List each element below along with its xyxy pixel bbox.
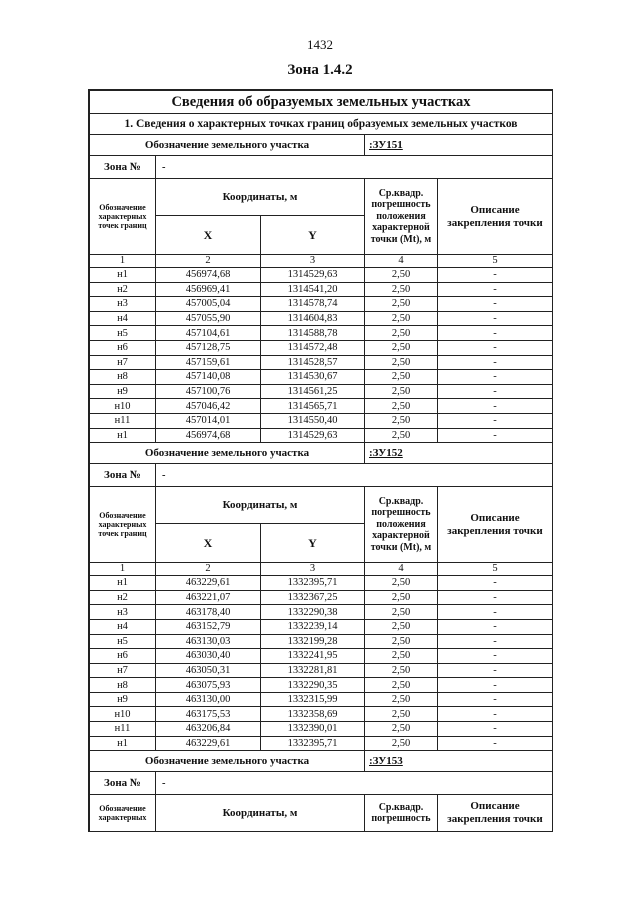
mean-error-header: Ср.квадр. погрешность	[365, 795, 438, 832]
x-coordinate-cell: 463221,07	[156, 590, 261, 605]
section-title: Сведения об образуемых земельных участках	[90, 91, 553, 114]
y-coordinate-cell: 1332367,25	[261, 590, 365, 605]
y-coordinate-cell: 1332315,99	[261, 692, 365, 707]
mean-error-header: Ср.квадр. погрешность положения характерной точки (Mt), м	[365, 179, 438, 255]
point-id-cell: н10	[90, 707, 156, 722]
mean-error-cell: 2,50	[365, 370, 438, 385]
x-coordinate-cell: 457014,01	[156, 413, 261, 428]
table-row	[90, 576, 553, 591]
description-cell: -	[438, 355, 553, 370]
description-cell: -	[438, 736, 553, 751]
page-number: 1432	[307, 37, 333, 52]
description-cell: -	[438, 370, 553, 385]
point-id-cell: н7	[90, 663, 156, 678]
description-cell: -	[438, 297, 553, 312]
table-row	[90, 311, 553, 326]
mean-error-cell: 2,50	[365, 649, 438, 664]
table-row	[90, 413, 553, 428]
x-coordinate-cell: 457005,04	[156, 297, 261, 312]
y-coordinate-cell: 1332239,14	[261, 619, 365, 634]
y-coordinate-cell: 1314578,74	[261, 297, 365, 312]
point-id-cell: н9	[90, 692, 156, 707]
description-cell: -	[438, 590, 553, 605]
y-coordinate-cell: 1332395,71	[261, 736, 365, 751]
mean-error-cell: 2,50	[365, 413, 438, 428]
description-cell: -	[438, 663, 553, 678]
description-cell: -	[438, 619, 553, 634]
parcel-designation-label: Обозначение земельного участка	[90, 751, 365, 772]
point-id-cell: н2	[90, 590, 156, 605]
zone-number-value: -	[156, 772, 553, 795]
description-cell: -	[438, 605, 553, 620]
point-id-cell: н8	[90, 370, 156, 385]
description-cell: -	[438, 692, 553, 707]
point-designation-header: Обозначение характерных	[90, 795, 156, 832]
column-number-row	[90, 563, 553, 576]
table-column-header-row	[90, 487, 553, 524]
table-row	[90, 634, 553, 649]
point-id-cell: н3	[90, 605, 156, 620]
table-row	[90, 340, 553, 355]
zone-number-row	[90, 772, 553, 795]
description-header: Описание закрепления точки	[438, 179, 553, 255]
x-header: X	[156, 216, 261, 255]
column-number-3: 3	[261, 563, 365, 576]
table-row	[90, 297, 553, 312]
parcel-designation-row	[90, 443, 553, 464]
table-row	[90, 399, 553, 414]
zone-title: Зона 1.4.2	[287, 62, 353, 78]
x-coordinate-cell: 463130,03	[156, 634, 261, 649]
table-row	[90, 268, 553, 283]
description-cell: -	[438, 340, 553, 355]
table-column-header-row	[90, 795, 553, 832]
x-coordinate-cell: 463075,93	[156, 678, 261, 693]
x-coordinate-cell: 463229,61	[156, 736, 261, 751]
mean-error-cell: 2,50	[365, 428, 438, 443]
table-row	[90, 707, 553, 722]
point-id-cell: н6	[90, 340, 156, 355]
table-row	[90, 736, 553, 751]
mean-error-cell: 2,50	[365, 399, 438, 414]
x-coordinate-cell: 457100,76	[156, 384, 261, 399]
column-number-row	[90, 255, 553, 268]
point-id-cell: н11	[90, 413, 156, 428]
description-cell: -	[438, 268, 553, 283]
column-number-5: 5	[438, 563, 553, 576]
table-row	[90, 692, 553, 707]
mean-error-cell: 2,50	[365, 326, 438, 341]
point-id-cell: н2	[90, 282, 156, 297]
y-coordinate-cell: 1332290,38	[261, 605, 365, 620]
column-number-2: 2	[156, 563, 261, 576]
parcel-designation-label: Обозначение земельного участка	[90, 135, 365, 156]
x-coordinate-cell: 456974,68	[156, 268, 261, 283]
description-cell: -	[438, 678, 553, 693]
description-cell: -	[438, 413, 553, 428]
coordinates-header: Координаты, м	[156, 179, 365, 216]
mean-error-cell: 2,50	[365, 736, 438, 751]
zone-number-label: Зона №	[90, 156, 156, 179]
table-row	[90, 282, 553, 297]
table-row	[90, 370, 553, 385]
description-cell: -	[438, 722, 553, 737]
point-designation-header: Обозначение характерных точек границ	[90, 179, 156, 255]
column-number-4: 4	[365, 255, 438, 268]
point-id-cell: н5	[90, 634, 156, 649]
description-cell: -	[438, 576, 553, 591]
x-coordinate-cell: 456969,41	[156, 282, 261, 297]
y-coordinate-cell: 1332290,35	[261, 678, 365, 693]
y-coordinate-cell: 1332390,01	[261, 722, 365, 737]
x-header: X	[156, 524, 261, 563]
x-coordinate-cell: 463130,00	[156, 692, 261, 707]
coordinates-header: Координаты, м	[156, 487, 365, 524]
point-id-cell: н8	[90, 678, 156, 693]
mean-error-header: Ср.квадр. погрешность положения характерной точки (Mt), м	[365, 487, 438, 563]
point-id-cell: н4	[90, 619, 156, 634]
y-coordinate-cell: 1314588,78	[261, 326, 365, 341]
mean-error-cell: 2,50	[365, 340, 438, 355]
point-id-cell: н7	[90, 355, 156, 370]
y-coordinate-cell: 1332241,95	[261, 649, 365, 664]
y-coordinate-cell: 1314530,67	[261, 370, 365, 385]
table-row	[90, 619, 553, 634]
table-row	[90, 649, 553, 664]
y-coordinate-cell: 1314541,20	[261, 282, 365, 297]
description-cell: -	[438, 282, 553, 297]
x-coordinate-cell: 457128,75	[156, 340, 261, 355]
x-coordinate-cell: 457055,90	[156, 311, 261, 326]
parcel-designation-row	[90, 135, 553, 156]
parcels-table-body	[90, 91, 553, 832]
y-coordinate-cell: 1332395,71	[261, 576, 365, 591]
point-id-cell: н10	[90, 399, 156, 414]
point-id-cell: н1	[90, 736, 156, 751]
point-id-cell: н6	[90, 649, 156, 664]
parcel-designation-value: :ЗУ152	[365, 443, 553, 464]
table-column-header-row	[90, 179, 553, 216]
table-row	[90, 590, 553, 605]
zone-number-value: -	[156, 156, 553, 179]
subsection-title: 1. Сведения о характерных точках границ образуемых земельных участков	[90, 114, 553, 135]
mean-error-cell: 2,50	[365, 707, 438, 722]
parcel-designation-row	[90, 751, 553, 772]
x-coordinate-cell: 457159,61	[156, 355, 261, 370]
parcels-document	[88, 89, 553, 832]
description-cell: -	[438, 634, 553, 649]
description-cell: -	[438, 326, 553, 341]
y-coordinate-cell: 1314550,40	[261, 413, 365, 428]
mean-error-cell: 2,50	[365, 282, 438, 297]
mean-error-cell: 2,50	[365, 268, 438, 283]
table-row	[90, 678, 553, 693]
column-number-4: 4	[365, 563, 438, 576]
zone-number-value: -	[156, 464, 553, 487]
column-number-3: 3	[261, 255, 365, 268]
mean-error-cell: 2,50	[365, 311, 438, 326]
y-coordinate-cell: 1314529,63	[261, 428, 365, 443]
y-header: Y	[261, 524, 365, 563]
mean-error-cell: 2,50	[365, 663, 438, 678]
y-coordinate-cell: 1314604,83	[261, 311, 365, 326]
zone-number-row	[90, 464, 553, 487]
table-row	[90, 428, 553, 443]
x-coordinate-cell: 463229,61	[156, 576, 261, 591]
description-header: Описание закрепления точки	[438, 795, 553, 832]
mean-error-cell: 2,50	[365, 590, 438, 605]
point-designation-header: Обозначение характерных точек границ	[90, 487, 156, 563]
y-coordinate-cell: 1332281,81	[261, 663, 365, 678]
x-coordinate-cell: 463178,40	[156, 605, 261, 620]
point-id-cell: н5	[90, 326, 156, 341]
description-cell: -	[438, 707, 553, 722]
point-id-cell: н3	[90, 297, 156, 312]
table-row	[90, 605, 553, 620]
table-row	[90, 326, 553, 341]
description-cell: -	[438, 384, 553, 399]
y-coordinate-cell: 1332199,28	[261, 634, 365, 649]
mean-error-cell: 2,50	[365, 576, 438, 591]
mean-error-cell: 2,50	[365, 678, 438, 693]
table-row	[90, 663, 553, 678]
point-id-cell: н11	[90, 722, 156, 737]
parcels-table	[89, 90, 553, 832]
parcel-designation-value: :ЗУ151	[365, 135, 553, 156]
x-coordinate-cell: 456974,68	[156, 428, 261, 443]
column-number-2: 2	[156, 255, 261, 268]
column-number-5: 5	[438, 255, 553, 268]
x-coordinate-cell: 463175,53	[156, 707, 261, 722]
description-cell: -	[438, 311, 553, 326]
zone-number-label: Зона №	[90, 464, 156, 487]
table-row	[90, 355, 553, 370]
y-header: Y	[261, 216, 365, 255]
mean-error-cell: 2,50	[365, 384, 438, 399]
point-id-cell: н4	[90, 311, 156, 326]
x-coordinate-cell: 457140,08	[156, 370, 261, 385]
x-coordinate-cell: 463206,84	[156, 722, 261, 737]
column-number-1: 1	[90, 563, 156, 576]
mean-error-cell: 2,50	[365, 619, 438, 634]
y-coordinate-cell: 1314572,48	[261, 340, 365, 355]
parcel-designation-label: Обозначение земельного участка	[90, 443, 365, 464]
mean-error-cell: 2,50	[365, 605, 438, 620]
point-id-cell: н1	[90, 268, 156, 283]
y-coordinate-cell: 1314565,71	[261, 399, 365, 414]
description-cell: -	[438, 428, 553, 443]
table-row	[90, 384, 553, 399]
y-coordinate-cell: 1332358,69	[261, 707, 365, 722]
parcel-designation-value: :ЗУ153	[365, 751, 553, 772]
point-id-cell: н1	[90, 576, 156, 591]
mean-error-cell: 2,50	[365, 634, 438, 649]
y-coordinate-cell: 1314529,63	[261, 268, 365, 283]
mean-error-cell: 2,50	[365, 722, 438, 737]
coordinates-header: Координаты, м	[156, 795, 365, 832]
point-id-cell: н9	[90, 384, 156, 399]
x-coordinate-cell: 457046,42	[156, 399, 261, 414]
x-coordinate-cell: 457104,61	[156, 326, 261, 341]
description-cell: -	[438, 649, 553, 664]
table-row	[90, 722, 553, 737]
x-coordinate-cell: 463152,79	[156, 619, 261, 634]
description-header: Описание закрепления точки	[438, 487, 553, 563]
point-id-cell: н1	[90, 428, 156, 443]
mean-error-cell: 2,50	[365, 355, 438, 370]
zone-number-row	[90, 156, 553, 179]
y-coordinate-cell: 1314528,57	[261, 355, 365, 370]
zone-number-label: Зона №	[90, 772, 156, 795]
x-coordinate-cell: 463050,31	[156, 663, 261, 678]
description-cell: -	[438, 399, 553, 414]
y-coordinate-cell: 1314561,25	[261, 384, 365, 399]
x-coordinate-cell: 463030,40	[156, 649, 261, 664]
column-number-1: 1	[90, 255, 156, 268]
mean-error-cell: 2,50	[365, 297, 438, 312]
mean-error-cell: 2,50	[365, 692, 438, 707]
